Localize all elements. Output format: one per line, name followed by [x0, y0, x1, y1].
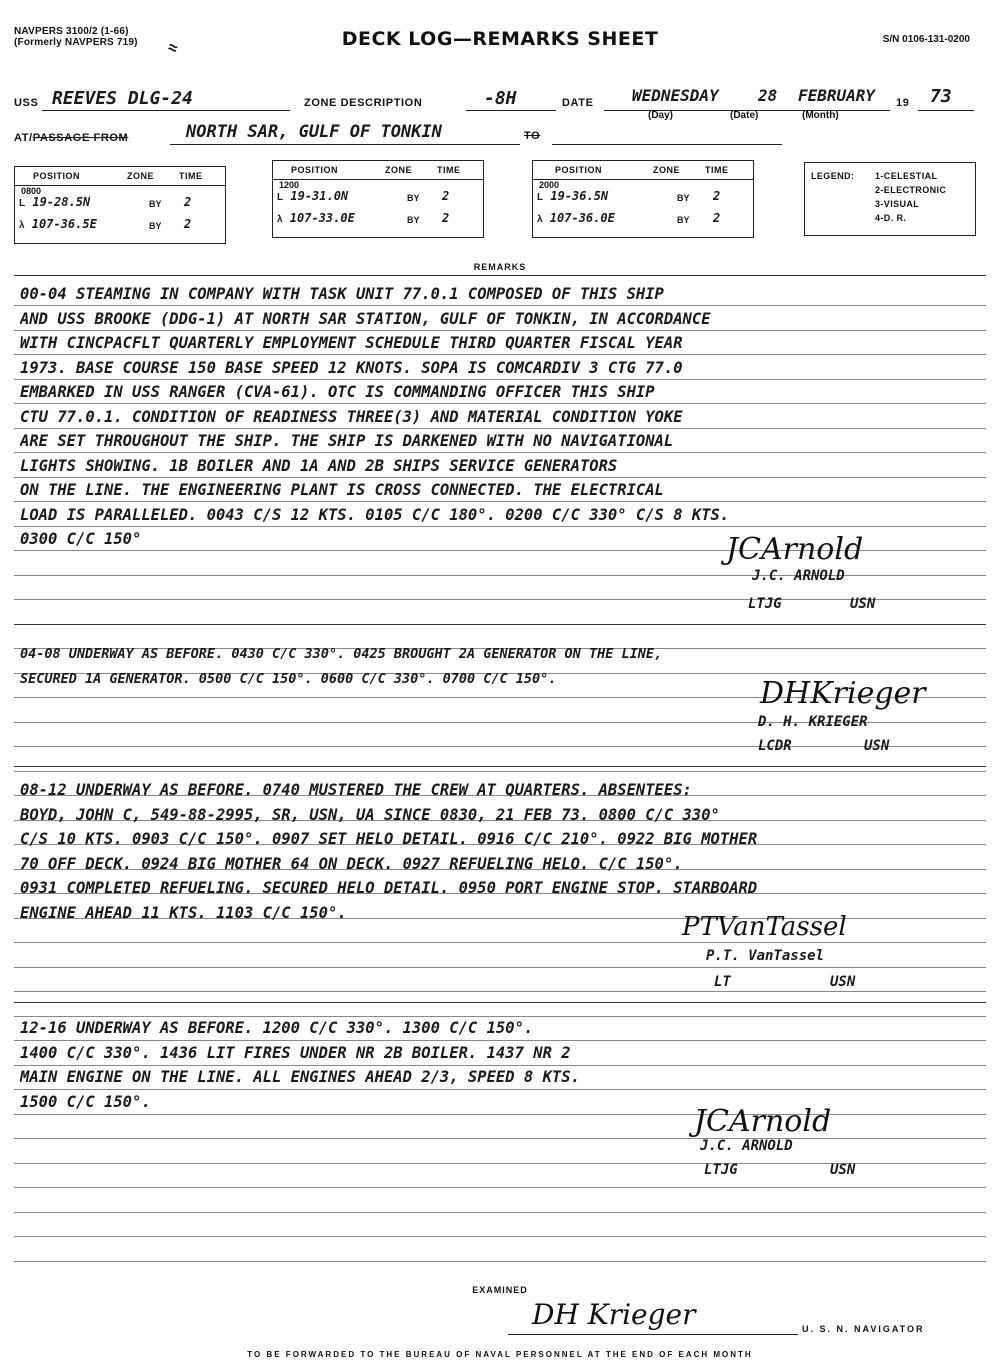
month-caption: (Month)	[802, 110, 839, 121]
ruled-line	[14, 599, 986, 600]
longitude: 107-36.5E	[31, 217, 97, 231]
ruled-line	[14, 942, 986, 943]
position-box-0800: POSITION ZONE TIME 0800 L 19-28.5N BY 2 λ 107-36.5E BY 2	[14, 166, 226, 244]
form-number-line2: (Formerly NAVPERS 719)	[14, 37, 138, 48]
latitude: 19-28.5N	[32, 195, 91, 209]
position-time: 0800	[21, 186, 42, 196]
by-value: 2	[442, 189, 450, 203]
at-passage-label	[14, 132, 128, 144]
date-value: 28	[758, 86, 778, 105]
zone-header: ZONE	[385, 165, 413, 175]
log-entry-12-16	[20, 1016, 980, 1114]
year-prefix: 19	[896, 97, 910, 109]
position-header: POSITION	[33, 171, 81, 181]
latitude: 19-31.0N	[290, 189, 349, 203]
legend-item: 2-ELECTRONIC	[875, 185, 947, 195]
signer-rank: LTJG	[704, 1162, 738, 1178]
day-caption: (Day)	[648, 110, 674, 121]
position-time: 1200	[279, 180, 300, 190]
form-number-line1: NAVPERS 3100/2 (1-66)	[14, 26, 129, 37]
by-value: 2	[184, 217, 192, 231]
log-line: WITH CINCPACFLT QUARTERLY EMPLOYMENT SCHEDULE THIRD QUARTER FISCAL YEAR	[20, 334, 683, 352]
ruled-line	[14, 1187, 986, 1188]
at-value: NORTH SAR, GULF OF TONKIN	[186, 122, 442, 142]
signer-rank: LT	[714, 974, 731, 990]
log-line: MAIN ENGINE ON THE LINE. ALL ENGINES AHEAD 2/3, SPEED 8 KTS.	[20, 1068, 580, 1086]
position-box-1200: POSITION ZONE TIME 1200 L 19-31.0N BY 2 λ 107-33.0E BY 2	[272, 160, 484, 238]
ruled-line	[14, 1261, 986, 1262]
log-line: LOAD IS PARALLELED. 0043 C/S 12 KTS. 0105 C/C 180°. 0200 C/C 330° C/S 8 KTS.	[20, 505, 730, 524]
zone-header: ZONE	[653, 165, 681, 175]
zone-header: ZONE	[127, 171, 155, 181]
log-entry-08-12	[20, 778, 980, 925]
log-line: 08-12 UNDERWAY AS BEFORE. 0740 MUSTERED THE CREW AT QUARTERS. ABSENTEES:	[20, 781, 692, 799]
ruled-line	[14, 1236, 986, 1237]
at-label: AT/	[14, 132, 33, 144]
navigator-label: U. S. N. NAVIGATOR	[802, 1324, 925, 1334]
month-value: FEBRUARY	[798, 86, 876, 105]
position-box-2000: POSITION ZONE TIME 2000 L 19-36.5N BY 2 λ 107-36.0E BY 2	[532, 160, 754, 238]
time-header: TIME	[437, 165, 461, 175]
signature-script: PTVanTassel	[682, 912, 847, 942]
signature-script: JCArnold	[694, 1104, 832, 1139]
zone-value: -8H	[484, 88, 517, 109]
position-header: POSITION	[291, 165, 339, 175]
log-line: 00-04 STEAMING IN COMPANY WITH TASK UNIT 77.0.1 COMPOSED OF THIS SHIP	[20, 285, 664, 303]
signer-rank: LTJG	[748, 596, 782, 612]
navigator-signature: DH Krieger	[532, 1298, 696, 1331]
ruled-line	[14, 746, 986, 747]
legend-item: 4-D. R.	[875, 213, 907, 223]
signature-script: JCArnold	[726, 532, 864, 567]
zone-label: ZONE DESCRIPTION	[304, 97, 423, 109]
log-line: 70 OFF DECK. 0924 BIG MOTHER 64 ON DECK. 0927 REFUELING HELO. C/C 150°.	[20, 854, 683, 873]
longitude: 107-36.0E	[549, 211, 615, 225]
ship-name: REEVES DLG-24	[52, 88, 193, 109]
examined-label: EXAMINED	[472, 1285, 528, 1295]
legend-item: 1-CELESTIAL	[875, 171, 938, 181]
signer-name: J.C. ARNOLD	[752, 568, 845, 584]
legend-item: 3-VISUAL	[875, 199, 920, 209]
signer-name: J.C. ARNOLD	[700, 1138, 793, 1154]
passage-label: PASSAGE FROM	[32, 132, 129, 144]
legend-title: LEGEND:	[811, 171, 855, 181]
log-line: BOYD, JOHN C, 549-88-2995, SR, USN, UA SINCE 0830, 21 FEB 73. 0800 C/C 330°	[20, 805, 720, 824]
log-line: EMBARKED IN USS RANGER (CVA-61). OTC IS COMMANDING OFFICER THIS SHIP	[20, 383, 655, 401]
log-line: 0931 COMPLETED REFUELING. SECURED HELO DETAIL. 0950 PORT ENGINE STOP. STARBOARD	[20, 879, 758, 897]
log-line: 1400 C/C 330°. 1436 LIT FIRES UNDER NR 2B BOILER. 1437 NR 2	[20, 1043, 571, 1062]
footer-instruction: TO BE FORWARDED TO THE BUREAU OF NAVAL PERSONNEL AT THE END OF EACH MONTH	[247, 1350, 753, 1359]
log-line: ENGINE AHEAD 11 KTS. 1103 C/C 150°.	[20, 903, 347, 922]
by-value: 2	[713, 211, 721, 225]
ruled-line	[14, 991, 986, 992]
remarks-heading: REMARKS	[473, 262, 527, 272]
ruled-line	[14, 1138, 986, 1139]
signature-script: DHKrieger	[760, 676, 926, 711]
log-line: 0300 C/C 150°	[20, 530, 142, 548]
log-line: AND USS BROOKE (DDG-1) AT NORTH SAR STATION, GULF OF TONKIN, IN ACCORDANCE	[20, 309, 711, 328]
legend-box	[804, 162, 976, 236]
signer-branch: USN	[864, 738, 890, 754]
page-title: DECK LOG—REMARKS SHEET	[341, 28, 659, 50]
by-value: 2	[442, 211, 450, 225]
date-caption: (Date)	[730, 110, 759, 121]
to-label: TO	[524, 130, 541, 142]
time-header: TIME	[705, 165, 729, 175]
marginal-mark: ≈	[165, 39, 180, 58]
time-header: TIME	[179, 171, 203, 181]
log-line: LIGHTS SHOWING. 1B BOILER AND 1A AND 2B SHIPS SERVICE GENERATORS	[20, 456, 618, 475]
log-line: 1973. BASE COURSE 150 BASE SPEED 12 KNOTS. SOPA IS COMCARDIV 3 CTG 77.0	[20, 358, 683, 377]
position-header: POSITION	[555, 165, 603, 175]
longitude: 107-33.0E	[289, 211, 355, 225]
ruled-line	[14, 967, 986, 968]
signer-rank: LCDR	[758, 738, 792, 754]
log-line: CTU 77.0.1. CONDITION OF READINESS THREE(3) AND MATERIAL CONDITION YOKE	[20, 407, 683, 426]
by-value: 2	[713, 189, 721, 203]
uss-label: USS	[14, 97, 39, 109]
signer-branch: USN	[830, 1162, 856, 1178]
log-entry-00-04	[20, 282, 980, 552]
signer-branch: USN	[850, 596, 876, 612]
log-line: ON THE LINE. THE ENGINEERING PLANT IS CROSS CONNECTED. THE ELECTRICAL	[20, 481, 664, 499]
by-value: 2	[184, 195, 192, 209]
signer-name: D. H. KRIEGER	[758, 714, 868, 730]
log-line: 04-08 UNDERWAY AS BEFORE. 0430 C/C 330°. 0425 BROUGHT 2A GENERATOR ON THE LINE,	[20, 646, 663, 662]
signer-name: P.T. VanTassel	[706, 948, 825, 964]
log-line: 12-16 UNDERWAY AS BEFORE. 1200 C/C 330°. 1300 C/C 150°.	[20, 1019, 534, 1037]
ruled-line	[14, 771, 986, 772]
log-line: C/S 10 KTS. 0903 C/C 150°. 0907 SET HELO DETAIL. 0916 C/C 210°. 0922 BIG MOTHER	[20, 830, 758, 848]
latitude: 19-36.5N	[550, 189, 609, 203]
stock-number: S/N 0106-131-0200	[882, 34, 970, 45]
log-line: 1500 C/C 150°.	[20, 1092, 151, 1111]
log-line: ARE SET THROUGHOUT THE SHIP. THE SHIP IS DARKENED WITH NO NAVIGATIONAL	[20, 432, 674, 450]
date-label: DATE	[562, 97, 594, 109]
day-value: WEDNESDAY	[632, 86, 719, 105]
signer-branch: USN	[830, 974, 856, 990]
ruled-line	[14, 1212, 986, 1213]
year-value: 73	[930, 86, 952, 107]
log-line: SECURED 1A GENERATOR. 0500 C/C 150°. 0600 C/C 330°. 0700 C/C 150°.	[20, 670, 557, 687]
position-time: 2000	[539, 180, 560, 190]
